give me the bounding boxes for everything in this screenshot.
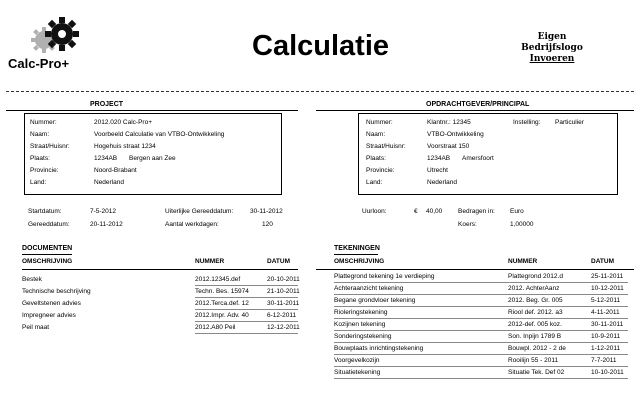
document-number: 2012.Impr. Adv. 40 bbox=[195, 312, 249, 319]
drawing-date: 7-7-2011 bbox=[591, 357, 617, 364]
project-province-value[interactable]: Noord-Brabant bbox=[94, 167, 137, 174]
drawings-heading-underline bbox=[334, 254, 378, 255]
drawings-col-number: NUMMER bbox=[508, 258, 538, 265]
document-description: Impregneer advies bbox=[22, 312, 76, 319]
document-number: Techn. Bes. 15974 bbox=[195, 288, 249, 295]
document-description: Geveltstenen advies bbox=[22, 300, 81, 307]
drawing-date: 10-9-2011 bbox=[591, 333, 621, 340]
row-divider bbox=[334, 282, 628, 283]
drawing-description: Achteraanzicht tekening bbox=[334, 285, 404, 292]
own-logo-line1: Eigen Bedrijfslogo bbox=[521, 32, 583, 53]
drawing-date: 25-11-2011 bbox=[591, 273, 624, 280]
row-divider bbox=[334, 378, 628, 379]
principal-institution-value[interactable]: Particulier bbox=[555, 119, 584, 126]
amounts-value[interactable]: Euro bbox=[510, 208, 524, 215]
project-heading-line bbox=[6, 110, 298, 111]
drawing-number: 2012-def. 005 koz. bbox=[508, 321, 562, 328]
document-number: 2012.12345.def bbox=[195, 276, 241, 283]
gear-icon bbox=[28, 14, 84, 58]
startdate-label: Startdatum: bbox=[28, 208, 62, 215]
drawing-date: 4-11-2011 bbox=[591, 309, 620, 316]
latest-date-label: Uiterlijke Gereeddatum: bbox=[165, 208, 234, 215]
row-divider bbox=[334, 342, 628, 343]
drawing-number: Bouwpl. 2012 - 2 de bbox=[508, 345, 566, 352]
drawing-date: 10-12-2011 bbox=[591, 285, 624, 292]
row-divider bbox=[334, 366, 628, 367]
project-number-label: Nummer: bbox=[30, 119, 57, 126]
principal-number-value[interactable]: Klantnr.: 12345 bbox=[427, 119, 471, 126]
row-divider bbox=[334, 318, 628, 319]
drawing-date: 30-11-2011 bbox=[591, 321, 624, 328]
drawing-number: 2012. Beg. Gr. 005 bbox=[508, 297, 563, 304]
project-city-label: Plaats: bbox=[30, 155, 50, 162]
header-divider bbox=[6, 91, 634, 92]
drawing-description: Kozijnen tekening bbox=[334, 321, 386, 328]
drawing-date: 5-12-2011 bbox=[591, 297, 621, 304]
startdate-value[interactable]: 7-5-2012 bbox=[90, 208, 117, 215]
principal-province-label: Provincie: bbox=[366, 167, 395, 174]
workdays-label: Aantal werkdagen: bbox=[165, 221, 219, 228]
document-date: 12-12-2011 bbox=[267, 324, 300, 331]
drawing-number: Rooilijn 55 - 2011 bbox=[508, 357, 559, 364]
project-street-value[interactable]: Hogehuis straat 1234 bbox=[94, 143, 156, 150]
documents-col-description: OMSCHRIJVING bbox=[22, 258, 73, 265]
exchange-rate-label: Koers: bbox=[458, 221, 477, 228]
documents-col-date: DATUM bbox=[267, 258, 290, 265]
project-country-value[interactable]: Nederland bbox=[94, 179, 124, 186]
drawings-header-line bbox=[316, 269, 634, 270]
principal-street-value[interactable]: Voorstraat 150 bbox=[427, 143, 470, 150]
principal-city-value[interactable]: Amersfoort bbox=[462, 155, 494, 162]
principal-heading-line bbox=[316, 110, 634, 111]
project-name-value[interactable]: Voorbeeld Calculatie van VTBO-Ontwikkeling bbox=[94, 131, 225, 138]
principal-country-label: Land: bbox=[366, 179, 383, 186]
finish-date-label: Gereeddatum: bbox=[28, 221, 70, 228]
document-description: Peil maat bbox=[22, 324, 50, 331]
finish-date-value[interactable]: 20-11-2012 bbox=[90, 221, 123, 228]
page-title: Calculatie bbox=[252, 30, 389, 62]
project-province-label: Provincie: bbox=[30, 167, 59, 174]
documents-col-number: NUMMER bbox=[195, 258, 225, 265]
logo-text: Calc-Pro+ bbox=[8, 56, 70, 71]
project-name-label: Naam: bbox=[30, 131, 50, 138]
documents-heading: DOCUMENTEN bbox=[22, 245, 73, 252]
project-box bbox=[24, 113, 282, 195]
hourly-wage-label: Uurloon: bbox=[362, 208, 387, 215]
principal-street-label: Straat/Huisnr: bbox=[366, 143, 406, 150]
principal-institution-label: Instelling: bbox=[513, 119, 541, 126]
row-divider bbox=[334, 330, 628, 331]
principal-zip-value[interactable]: 1234AB bbox=[427, 155, 451, 162]
drawing-number: 2012. AchterAanz bbox=[508, 285, 560, 292]
document-date: 30-11-2011 bbox=[267, 300, 300, 307]
project-city-value[interactable]: Bergen aan Zee bbox=[129, 155, 176, 162]
principal-number-label: Nummer: bbox=[366, 119, 393, 126]
project-zip-value[interactable]: 1234AB bbox=[94, 155, 118, 162]
document-description: Technische beschrijving bbox=[22, 288, 91, 295]
drawing-description: Voorgevelkozijn bbox=[334, 357, 380, 364]
latest-date-value[interactable]: 30-11-2012 bbox=[250, 208, 283, 215]
drawing-description: Sonderingstekening bbox=[334, 333, 392, 340]
principal-name-value[interactable]: VTBO-Ontwikkeling bbox=[427, 131, 484, 138]
amounts-label: Bedragen in: bbox=[458, 208, 495, 215]
row-divider bbox=[334, 306, 628, 307]
document-date: 20-10-2011 bbox=[267, 276, 300, 283]
row-divider bbox=[195, 333, 298, 334]
hourly-wage-currency: € bbox=[414, 208, 418, 215]
document-number: 2012.Terca.def. 12 bbox=[195, 300, 249, 307]
drawing-description: Rioleringstekening bbox=[334, 309, 388, 316]
project-country-label: Land: bbox=[30, 179, 47, 186]
drawing-description: Begane grondvloer tekening bbox=[334, 297, 416, 304]
drawing-description: Plattegrond tekening 1e verdieping bbox=[334, 273, 435, 280]
own-logo-line2: Invoeren bbox=[529, 54, 575, 64]
row-divider bbox=[195, 297, 298, 298]
principal-country-value[interactable]: Nederland bbox=[427, 179, 457, 186]
principal-name-label: Naam: bbox=[366, 131, 386, 138]
drawings-col-description: OMSCHRIJVING bbox=[334, 258, 385, 265]
document-date: 21-10-2011 bbox=[267, 288, 300, 295]
row-divider bbox=[195, 321, 298, 322]
documents-header-line bbox=[22, 269, 298, 270]
drawings-col-date: DATUM bbox=[591, 258, 614, 265]
drawing-number: Riool def. 2012. a3 bbox=[508, 309, 563, 316]
drawing-number: Plattegrond 2012.d bbox=[508, 273, 563, 280]
principal-city-label: Plaats: bbox=[366, 155, 386, 162]
documents-heading-underline bbox=[22, 254, 72, 255]
row-divider bbox=[195, 309, 298, 310]
drawing-description: Situatietekening bbox=[334, 369, 381, 376]
principal-province-value[interactable]: Utrecht bbox=[427, 167, 448, 174]
document-number: 2012.A80 Peil bbox=[195, 324, 236, 331]
drawings-heading: TEKENINGEN bbox=[334, 245, 380, 252]
row-divider bbox=[195, 285, 298, 286]
workdays-value[interactable]: 120 bbox=[262, 221, 273, 228]
project-number-value[interactable]: 2012.020 Calc-Pro+ bbox=[94, 119, 152, 126]
drawing-description: Bouwplaats inrichtingstekening bbox=[334, 345, 424, 352]
hourly-wage-value[interactable]: 40,00 bbox=[426, 208, 443, 215]
drawing-number: Situatie Tek. Def 02 bbox=[508, 369, 565, 376]
drawing-date: 1-12-2011 bbox=[591, 345, 621, 352]
document-date: 6-12-2011 bbox=[267, 312, 297, 319]
exchange-rate-value[interactable]: 1,00000 bbox=[510, 221, 534, 228]
project-street-label: Straat/Huisnr: bbox=[30, 143, 70, 150]
own-logo-placeholder[interactable] bbox=[508, 32, 596, 65]
drawing-date: 10-10-2011 bbox=[591, 369, 624, 376]
logo-gears bbox=[28, 14, 84, 58]
principal-box bbox=[358, 113, 618, 195]
principal-heading: OPDRACHTGEVER/PRINCIPAL bbox=[426, 101, 530, 108]
project-heading: PROJECT bbox=[90, 101, 124, 108]
document-description: Bestek bbox=[22, 276, 42, 283]
row-divider bbox=[334, 354, 628, 355]
row-divider bbox=[334, 294, 628, 295]
drawing-number: Son. Inpijn 1789 B bbox=[508, 333, 562, 340]
